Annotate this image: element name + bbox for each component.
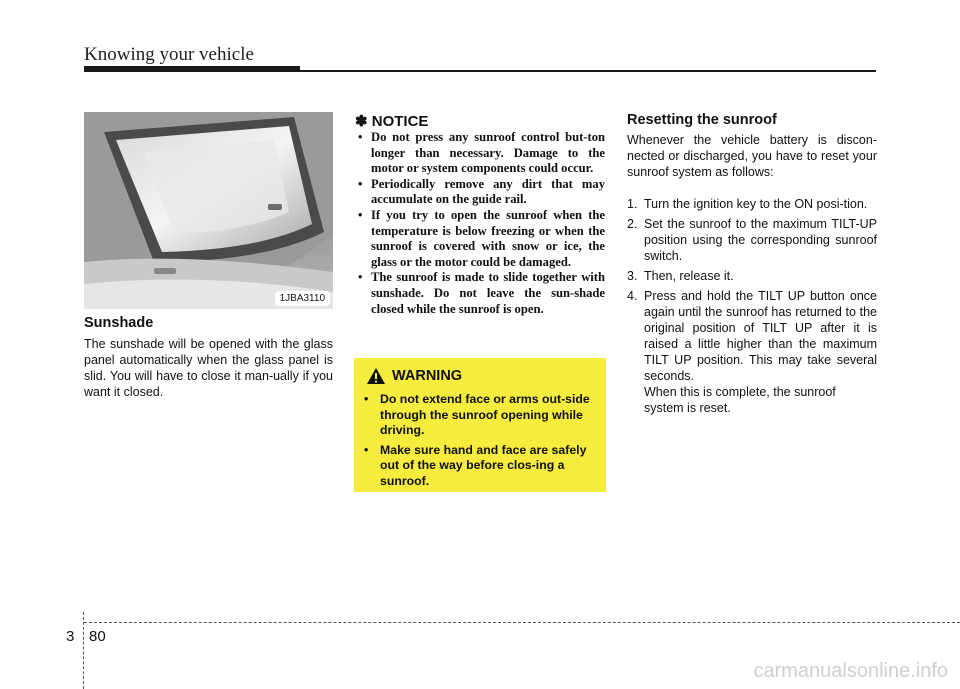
page-number: 80: [89, 628, 106, 645]
notice-item: • If you try to open the sunroof when the temperature is below freezing or when the sunroof is covered with snow or ice, the glass or the motor could be damaged.: [355, 208, 605, 270]
notice-heading: ✽ NOTICE: [355, 113, 429, 130]
sunshade-body: The sunshade will be opened with the glass panel automatically when the glass panel is slid. You will have to close it man-ually if you want it closed.: [84, 337, 333, 399]
step-text: Turn the ignition key to the ON posi-tion.: [644, 197, 868, 211]
notice-list: [355, 130, 605, 317]
reset-step: [627, 216, 877, 264]
reset-step: [627, 268, 877, 284]
step-text: Then, release it.: [644, 269, 734, 283]
header-title: Knowing your vehicle: [84, 44, 254, 65]
warning-item: • Make sure hand and face are safely out of the way before clos-ing a sunroof.: [360, 443, 600, 490]
watermark: carmanualsonline.info: [753, 660, 948, 682]
chapter-number: 3: [66, 628, 75, 645]
warning-header: [366, 367, 462, 385]
step-number: 1.: [627, 197, 638, 211]
warning-box: [354, 358, 606, 492]
step-number: 2.: [627, 217, 638, 231]
sunshade-heading: Sunshade: [84, 315, 154, 331]
warning-heading: WARNING: [392, 368, 463, 384]
step-number: 4.: [627, 289, 638, 303]
notice-item: • Do not press any sunroof control but-ton longer than necessary. Damage to the motor or system components could occur.: [355, 130, 605, 177]
sunroof-photo: [84, 112, 333, 309]
reset-step: [627, 196, 877, 212]
notice-item: • The sunroof is made to slide together with sunshade. Do not leave the sun-shade closed while the sunroof is open.: [355, 270, 605, 317]
header-rule-thin: [300, 70, 876, 72]
reset-heading: Resetting the sunroof: [627, 112, 777, 128]
step-text: Set the sunroof to the maximum TILT-UP position using the corresponding sunroof switch.: [644, 217, 877, 263]
warning-item: • Do not extend face or arms out-side through the sunroof opening while driving.: [360, 392, 600, 439]
reset-intro: Whenever the vehicle battery is discon-nected or discharged, you have to reset your sunroof system as follows:: [627, 133, 877, 179]
warning-list: [360, 392, 600, 494]
reset-step: [627, 288, 877, 384]
sunroof-photo-illustration: [84, 112, 333, 309]
warning-triangle-icon: [366, 367, 386, 385]
reset-closing: When this is complete, the sunroof system is reset.: [644, 385, 836, 415]
footer-vertical-rule: [83, 612, 84, 689]
reset-steps: [627, 196, 877, 388]
header-rule-thick: [84, 66, 300, 72]
footer-horizontal-rule: [84, 622, 960, 623]
step-number: 3.: [627, 269, 638, 283]
step-text: Press and hold the TILT UP button once again until the sunroof has returned to the original position of TILT UP after it is raised a little higher than the maximum TILT UP position. This may take several seconds.: [644, 289, 877, 383]
photo-caption: 1JBA3110: [275, 291, 330, 306]
notice-item: • Periodically remove any dirt that may accumulate on the guide rail.: [355, 177, 605, 208]
